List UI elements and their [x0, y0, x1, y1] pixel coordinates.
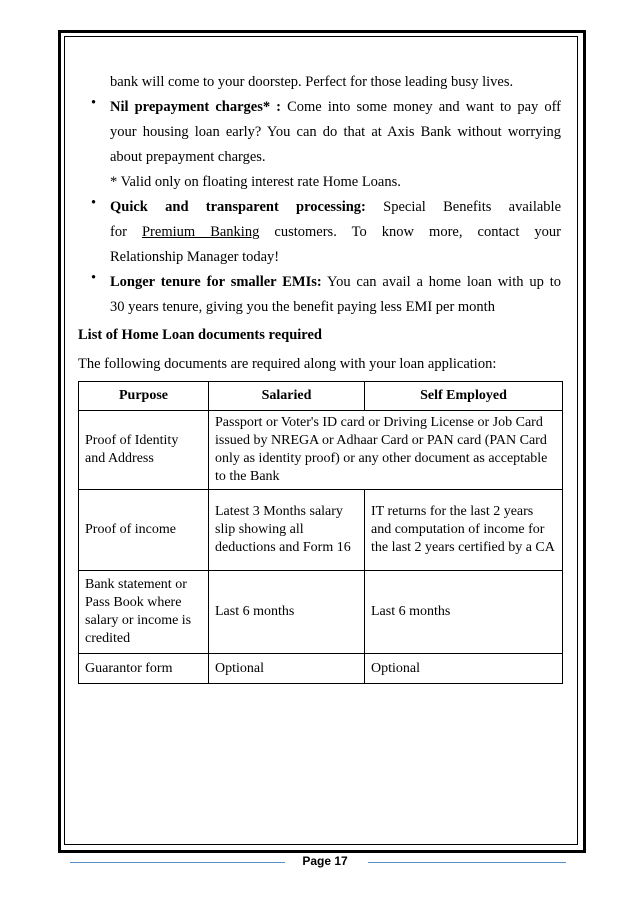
premium-banking-link[interactable]: Premium Banking — [141, 224, 260, 240]
bullet-processing — [78, 195, 561, 270]
bullet-text: customers. To know more, contact your — [274, 224, 562, 240]
bullet-title: Quick and transparent processing: — [110, 199, 366, 215]
table-cell-purpose: Proof of income — [79, 490, 209, 571]
bullet-note: * Valid only on floating interest rate Home Loans. — [110, 174, 401, 190]
bullet-text: your housing loan early? You can do that at Axis Bank without worrying — [110, 124, 561, 140]
table-row — [79, 411, 563, 490]
bullet-title: Longer tenure for smaller EMIs: — [110, 274, 322, 290]
table-header-row — [79, 382, 563, 411]
bullet-prepayment — [78, 95, 561, 195]
intro-line: bank will come to your doorstep. Perfect for those leading busy lives. — [110, 74, 514, 90]
table-cell-purpose: Proof of Identity and Address — [79, 411, 209, 490]
bullet-text: 30 years tenure, giving you the benefit paying less EMI per month — [110, 299, 495, 315]
bullet-tenure — [78, 270, 561, 320]
footer-rule-left — [70, 862, 285, 863]
table-header: Salaried — [209, 382, 365, 411]
bullet-text: Relationship Manager today! — [110, 249, 280, 265]
table-cell-self-employed: Last 6 months — [365, 571, 563, 654]
bullet-text: Special Benefits available — [383, 199, 562, 215]
table-row — [79, 490, 563, 571]
table-cell-self-employed: Optional — [365, 654, 563, 684]
table-header: Purpose — [79, 382, 209, 411]
table-cell-purpose: Guarantor form — [79, 654, 209, 684]
bullet-text: about prepayment charges. — [110, 149, 266, 165]
page-number: Page 17 — [302, 854, 348, 868]
table-row — [79, 654, 563, 684]
table-header: Self Employed — [365, 382, 563, 411]
footer-rule-right — [368, 862, 566, 863]
bullet-dot-icon: • — [91, 195, 97, 211]
bullet-text: You can avail a home loan with up to — [327, 274, 562, 290]
bullet-text: Come into some money and want to pay off — [287, 99, 562, 115]
section-intro: The following documents are required along with your loan application: — [78, 356, 497, 372]
table-cell-self-employed: IT returns for the last 2 years and computation of income for the last 2 years certified by a CA — [365, 490, 563, 571]
bullet-title: Nil prepayment charges* : — [110, 99, 282, 115]
section-heading: List of Home Loan documents required — [78, 327, 322, 343]
bullet-text: for — [110, 224, 127, 240]
table-cell-purpose: Bank statement or Pass Book where salary or income is credited — [79, 571, 209, 654]
table-row — [79, 571, 563, 654]
table-cell-merged: Passport or Voter's ID card or Driving License or Job Card issued by NREGA or Adhaar Card or PAN card (PAN Card only as identity proof) or any other document as acceptable to the Bank — [209, 411, 563, 490]
table-cell-salaried: Last 6 months — [209, 571, 365, 654]
bullet-dot-icon: • — [91, 95, 97, 111]
table-cell-salaried: Latest 3 Months salary slip showing all deductions and Form 16 — [209, 490, 365, 571]
documents-table — [78, 381, 563, 684]
page-content — [78, 70, 561, 684]
table-cell-salaried: Optional — [209, 654, 365, 684]
bullet-dot-icon: • — [91, 270, 97, 286]
